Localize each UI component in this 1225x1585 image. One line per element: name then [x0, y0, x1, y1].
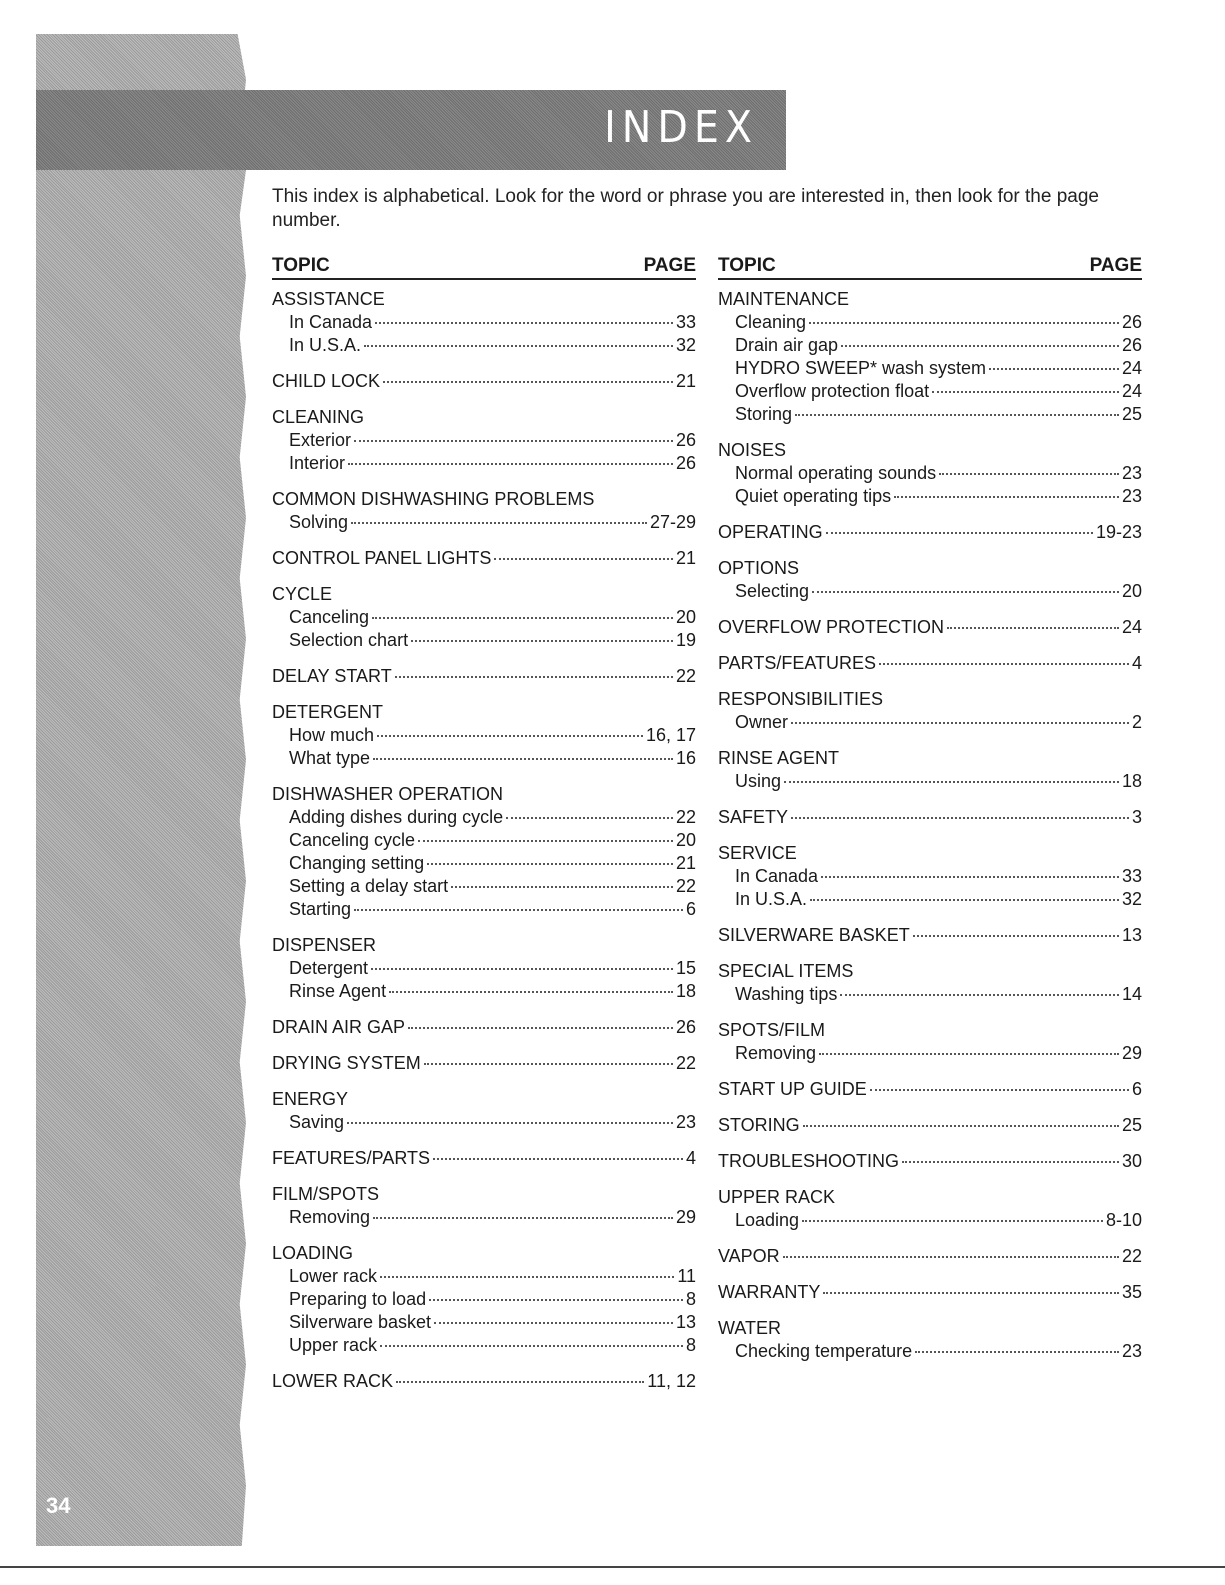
entry-topic: Adding dishes during cycle	[289, 807, 504, 827]
entry-heading: SERVICE	[718, 843, 797, 863]
entry-heading: WATER	[718, 1318, 781, 1338]
entry-page: 14	[1121, 984, 1142, 1004]
entry-page: 6	[685, 899, 696, 919]
dot-leader	[424, 1063, 673, 1065]
entry-page: 16	[675, 748, 696, 768]
entry-topic: Upper rack	[289, 1335, 378, 1355]
dot-leader	[451, 886, 673, 888]
entry-topic: Rinse Agent	[289, 981, 387, 1001]
entry-topic: HYDRO SWEEP* wash system	[735, 358, 987, 378]
dot-leader	[389, 991, 673, 993]
dot-leader	[408, 1027, 673, 1029]
entry-topic: LOWER RACK	[272, 1371, 394, 1391]
entry-page: 23	[675, 1112, 696, 1132]
index-entry-row	[272, 665, 696, 688]
dot-leader	[802, 1220, 1103, 1222]
dot-leader	[791, 722, 1129, 724]
index-subentry	[272, 898, 696, 921]
entry-topic: Owner	[735, 712, 789, 732]
entry-page: 30	[1121, 1151, 1142, 1171]
dot-leader	[351, 522, 647, 524]
index-entry-row	[272, 1370, 696, 1393]
entry-page: 22	[675, 666, 696, 686]
entry-topic: Saving	[289, 1112, 345, 1132]
index-entry	[272, 934, 696, 1003]
entry-page: 27-29	[649, 512, 696, 532]
page-header: PAGE	[1089, 255, 1142, 276]
entry-page: 32	[675, 335, 696, 355]
page-title: INDEX	[604, 102, 758, 153]
index-entry-row	[718, 1245, 1142, 1268]
index-entry	[718, 688, 1142, 734]
entry-page: 22	[675, 1053, 696, 1073]
entry-heading: DISHWASHER OPERATION	[272, 784, 504, 804]
dot-leader	[913, 935, 1119, 937]
index-entry-row	[718, 924, 1142, 947]
index-subentry	[718, 580, 1142, 603]
dot-leader	[840, 994, 1119, 996]
entry-page: 22	[675, 876, 696, 896]
entry-page: 4	[1131, 653, 1142, 673]
dot-leader	[939, 473, 1119, 475]
index-subentry	[272, 452, 696, 475]
entry-heading: RESPONSIBILITIES	[718, 689, 884, 709]
entry-page: 24	[1121, 381, 1142, 401]
sidebar-decoration	[36, 34, 246, 1546]
index-entry-row	[718, 806, 1142, 829]
index-subentry	[718, 462, 1142, 485]
dot-leader	[380, 1276, 674, 1278]
entry-page: 11	[677, 1266, 696, 1286]
entry-heading: SPOTS/FILM	[718, 1020, 826, 1040]
dot-leader	[841, 345, 1119, 347]
index-entry-row	[272, 547, 696, 570]
index-subentry	[272, 334, 696, 357]
index-subentry	[718, 983, 1142, 1006]
index-subentry	[272, 511, 696, 534]
index-column-right	[718, 255, 1142, 1376]
index-subentry	[272, 311, 696, 334]
entry-topic: DRAIN AIR GAP	[272, 1017, 406, 1037]
entry-topic: In U.S.A.	[735, 889, 808, 909]
index-entry	[272, 1016, 696, 1039]
entry-topic: Lower rack	[289, 1266, 378, 1286]
dot-leader	[989, 368, 1119, 370]
dot-leader	[823, 1292, 1119, 1294]
entry-topic: Selecting	[735, 581, 810, 601]
index-subentry	[718, 888, 1142, 911]
entry-topic: WARRANTY	[718, 1282, 821, 1302]
entry-page: 13	[675, 1312, 696, 1332]
dot-leader	[819, 1053, 1119, 1055]
entry-page: 8-10	[1105, 1210, 1142, 1230]
entry-topic: Cleaning	[735, 312, 807, 332]
entry-topic: Solving	[289, 512, 349, 532]
entry-topic: VAPOR	[718, 1246, 780, 1266]
entry-page: 22	[675, 807, 696, 827]
dot-leader	[791, 817, 1129, 819]
index-entry	[718, 288, 1142, 426]
entry-page: 8	[685, 1335, 696, 1355]
dot-leader	[803, 1125, 1119, 1127]
entry-page: 24	[1121, 617, 1142, 637]
index-entry	[272, 583, 696, 652]
dot-leader	[373, 758, 673, 760]
dot-leader	[429, 1299, 683, 1301]
index-entry	[272, 370, 696, 393]
index-entry	[718, 960, 1142, 1006]
entry-heading: UPPER RACK	[718, 1187, 836, 1207]
index-entry-row	[718, 1281, 1142, 1304]
dot-leader	[810, 899, 1119, 901]
index-subentry	[718, 380, 1142, 403]
entry-topic: Overflow protection float	[735, 381, 930, 401]
entry-topic: Checking temperature	[735, 1341, 913, 1361]
dot-leader	[383, 381, 673, 383]
entry-page: 21	[675, 853, 696, 873]
index-subentry	[272, 1111, 696, 1134]
index-subentry	[718, 357, 1142, 380]
index-entry	[718, 1019, 1142, 1065]
entry-topic: STORING	[718, 1115, 800, 1135]
entry-heading: NOISES	[718, 440, 787, 460]
index-subentry	[272, 747, 696, 770]
dot-leader	[947, 627, 1119, 629]
entry-page: 22	[1121, 1246, 1142, 1266]
index-subentry	[718, 711, 1142, 734]
entry-page: 8	[685, 1289, 696, 1309]
entry-topic: TROUBLESHOOTING	[718, 1151, 900, 1171]
index-entry	[272, 406, 696, 475]
index-subentry	[718, 770, 1142, 793]
entry-page: 29	[1121, 1043, 1142, 1063]
entry-heading: DISPENSER	[272, 935, 377, 955]
index-entry	[718, 747, 1142, 793]
index-entry	[272, 288, 696, 357]
entry-page: 19-23	[1095, 522, 1142, 542]
index-entry	[718, 439, 1142, 508]
column-header	[272, 255, 696, 280]
index-subentry	[272, 852, 696, 875]
dot-leader	[902, 1161, 1119, 1163]
dot-leader	[354, 440, 673, 442]
index-subentry	[272, 829, 696, 852]
index-entry-row	[718, 1078, 1142, 1101]
entry-page: 25	[1121, 404, 1142, 424]
dot-leader	[915, 1351, 1119, 1353]
index-entry	[718, 557, 1142, 603]
dot-leader	[795, 414, 1119, 416]
entry-topic: Removing	[289, 1207, 371, 1227]
index-subentry	[272, 1334, 696, 1357]
dot-leader	[932, 391, 1119, 393]
index-entry	[272, 665, 696, 688]
dot-leader	[879, 663, 1129, 665]
index-entry	[272, 1052, 696, 1075]
index-entry	[272, 1183, 696, 1229]
dot-leader	[809, 322, 1119, 324]
column-header	[718, 255, 1142, 280]
index-entries	[718, 288, 1142, 1363]
entry-heading: SPECIAL ITEMS	[718, 961, 854, 981]
index-subentry	[272, 1206, 696, 1229]
entry-page: 20	[675, 830, 696, 850]
entry-topic: Interior	[289, 453, 346, 473]
dot-leader	[395, 676, 673, 678]
dot-leader	[347, 1122, 673, 1124]
entry-topic: Washing tips	[735, 984, 838, 1004]
topic-header: TOPIC	[718, 255, 776, 276]
entry-heading: ENERGY	[272, 1089, 349, 1109]
entry-heading: ASSISTANCE	[272, 289, 385, 309]
entry-topic: PARTS/FEATURES	[718, 653, 877, 673]
entry-topic: OVERFLOW PROTECTION	[718, 617, 945, 637]
index-subentry	[718, 1209, 1142, 1232]
entry-topic: Using	[735, 771, 782, 791]
entry-page: 19	[675, 630, 696, 650]
index-entry	[272, 1242, 696, 1357]
entry-heading: DETERGENT	[272, 702, 384, 722]
dot-leader	[377, 735, 643, 737]
entry-topic: Drain air gap	[735, 335, 839, 355]
index-subentry	[272, 980, 696, 1003]
entry-page: 23	[1121, 486, 1142, 506]
dot-leader	[812, 591, 1119, 593]
index-entry	[718, 1114, 1142, 1137]
index-entry	[718, 842, 1142, 911]
entry-page: 6	[1131, 1079, 1142, 1099]
index-entry-row	[272, 370, 696, 393]
dot-leader	[418, 840, 673, 842]
entry-topic: Detergent	[289, 958, 369, 978]
entry-page: 24	[1121, 358, 1142, 378]
index-subentry	[272, 1311, 696, 1334]
entry-topic: Removing	[735, 1043, 817, 1063]
entry-topic: Exterior	[289, 430, 352, 450]
entry-page: 26	[675, 453, 696, 473]
entry-topic: Canceling cycle	[289, 830, 416, 850]
entry-page: 23	[1121, 463, 1142, 483]
entry-topic: START UP GUIDE	[718, 1079, 867, 1099]
entry-topic: DELAY START	[272, 666, 392, 686]
entry-heading: OPTIONS	[718, 558, 800, 578]
index-subentry	[718, 1340, 1142, 1363]
index-entry	[718, 616, 1142, 639]
dot-leader	[372, 617, 673, 619]
bottom-rule	[0, 1566, 1225, 1568]
entry-page: 11, 12	[647, 1371, 696, 1391]
index-entry	[718, 806, 1142, 829]
index-subentry	[272, 1288, 696, 1311]
entry-page: 33	[675, 312, 696, 332]
index-entry	[718, 652, 1142, 675]
index-entry	[272, 783, 696, 921]
index-entry	[718, 1150, 1142, 1173]
index-entry	[272, 1147, 696, 1170]
entry-page: 25	[1121, 1115, 1142, 1135]
topic-header: TOPIC	[272, 255, 330, 276]
entry-page: 26	[1121, 335, 1142, 355]
index-entry-row	[718, 652, 1142, 675]
index-entry-row	[272, 1016, 696, 1039]
entry-topic: In U.S.A.	[289, 335, 362, 355]
index-entry-row	[718, 616, 1142, 639]
index-entry	[718, 1245, 1142, 1268]
index-entry	[272, 488, 696, 534]
dot-leader	[373, 1217, 673, 1219]
index-subentry	[718, 403, 1142, 426]
dot-leader	[348, 463, 673, 465]
dot-leader	[433, 1158, 683, 1160]
dot-leader	[783, 1256, 1119, 1258]
page-header: PAGE	[643, 255, 696, 276]
entry-topic: FEATURES/PARTS	[272, 1148, 431, 1168]
dot-leader	[784, 781, 1119, 783]
entry-heading: FILM/SPOTS	[272, 1184, 380, 1204]
index-entry	[272, 547, 696, 570]
index-entry-row	[718, 521, 1142, 544]
entry-page: 33	[1121, 866, 1142, 886]
entry-page: 26	[1121, 312, 1142, 332]
entry-topic: SAFETY	[718, 807, 789, 827]
entry-heading: LOADING	[272, 1243, 354, 1263]
dot-leader	[364, 345, 673, 347]
entry-topic: In Canada	[735, 866, 819, 886]
index-subentry	[718, 311, 1142, 334]
index-entry	[272, 1088, 696, 1134]
entry-page: 4	[685, 1148, 696, 1168]
index-subentry	[718, 485, 1142, 508]
index-entry-row	[718, 1114, 1142, 1137]
dot-leader	[821, 876, 1119, 878]
entry-page: 35	[1121, 1282, 1142, 1302]
entry-topic: SILVERWARE BASKET	[718, 925, 910, 945]
index-subentry	[272, 429, 696, 452]
entry-topic: Setting a delay start	[289, 876, 449, 896]
entry-page: 16, 17	[645, 725, 696, 745]
entry-topic: CHILD LOCK	[272, 371, 381, 391]
dot-leader	[396, 1381, 644, 1383]
entry-page: 21	[675, 548, 696, 568]
entry-heading: RINSE AGENT	[718, 748, 840, 768]
dot-leader	[411, 640, 673, 642]
dot-leader	[506, 817, 673, 819]
entry-page: 20	[1121, 581, 1142, 601]
entry-topic: Normal operating sounds	[735, 463, 937, 483]
index-entry	[718, 1078, 1142, 1101]
entry-page: 13	[1121, 925, 1142, 945]
dot-leader	[434, 1322, 673, 1324]
entry-topic: How much	[289, 725, 375, 745]
index-entries	[272, 288, 696, 1393]
entry-heading: MAINTENANCE	[718, 289, 850, 309]
entry-topic: Loading	[735, 1210, 800, 1230]
entry-page: 32	[1121, 889, 1142, 909]
dot-leader	[375, 322, 673, 324]
index-entry	[718, 1186, 1142, 1232]
entry-topic: Preparing to load	[289, 1289, 427, 1309]
page-number: 34	[46, 1493, 71, 1518]
index-subentry	[272, 629, 696, 652]
entry-topic: DRYING SYSTEM	[272, 1053, 421, 1073]
entry-topic: Storing	[735, 404, 793, 424]
entry-page: 18	[1121, 771, 1142, 791]
dot-leader	[870, 1089, 1129, 1091]
entry-page: 18	[675, 981, 696, 1001]
index-subentry	[272, 606, 696, 629]
entry-topic: Changing setting	[289, 853, 425, 873]
index-entry-row	[718, 1150, 1142, 1173]
index-entry	[272, 1370, 696, 1393]
entry-topic: Selection chart	[289, 630, 409, 650]
entry-topic: In Canada	[289, 312, 373, 332]
index-subentry	[718, 334, 1142, 357]
dot-leader	[380, 1345, 683, 1347]
dot-leader	[371, 968, 673, 970]
header-bar	[36, 90, 786, 170]
dot-leader	[354, 909, 683, 911]
index-subentry	[272, 806, 696, 829]
index-entry-row	[272, 1052, 696, 1075]
index-entry	[272, 701, 696, 770]
entry-heading: COMMON DISHWASHING PROBLEMS	[272, 489, 595, 509]
intro-text: This index is alphabetical. Look for the word or phrase you are interested in, then look for the page number.	[272, 186, 1099, 231]
entry-page: 21	[675, 371, 696, 391]
entry-topic: Starting	[289, 899, 352, 919]
entry-heading: CLEANING	[272, 407, 365, 427]
dot-leader	[826, 532, 1093, 534]
index-subentry	[718, 1042, 1142, 1065]
index-subentry	[272, 1265, 696, 1288]
index-subentry	[718, 865, 1142, 888]
index-column-left	[272, 255, 696, 1406]
entry-page: 2	[1131, 712, 1142, 732]
entry-page: 23	[1121, 1341, 1142, 1361]
index-entry	[718, 1281, 1142, 1304]
entry-topic: CONTROL PANEL LIGHTS	[272, 548, 492, 568]
entry-heading: CYCLE	[272, 584, 333, 604]
entry-topic: Silverware basket	[289, 1312, 432, 1332]
index-subentry	[272, 724, 696, 747]
index-entry	[718, 521, 1142, 544]
dot-leader	[427, 863, 673, 865]
entry-page: 26	[675, 1017, 696, 1037]
dot-leader	[494, 558, 673, 560]
index-entry-row	[272, 1147, 696, 1170]
entry-page: 3	[1131, 807, 1142, 827]
entry-topic: Quiet operating tips	[735, 486, 892, 506]
index-subentry	[272, 875, 696, 898]
entry-topic: What type	[289, 748, 371, 768]
entry-topic: Canceling	[289, 607, 370, 627]
entry-page: 26	[675, 430, 696, 450]
entry-page: 15	[675, 958, 696, 978]
entry-page: 20	[675, 607, 696, 627]
index-entry	[718, 1317, 1142, 1363]
entry-page: 29	[675, 1207, 696, 1227]
dot-leader	[894, 496, 1119, 498]
index-entry	[718, 924, 1142, 947]
entry-topic: OPERATING	[718, 522, 823, 542]
index-subentry	[272, 957, 696, 980]
